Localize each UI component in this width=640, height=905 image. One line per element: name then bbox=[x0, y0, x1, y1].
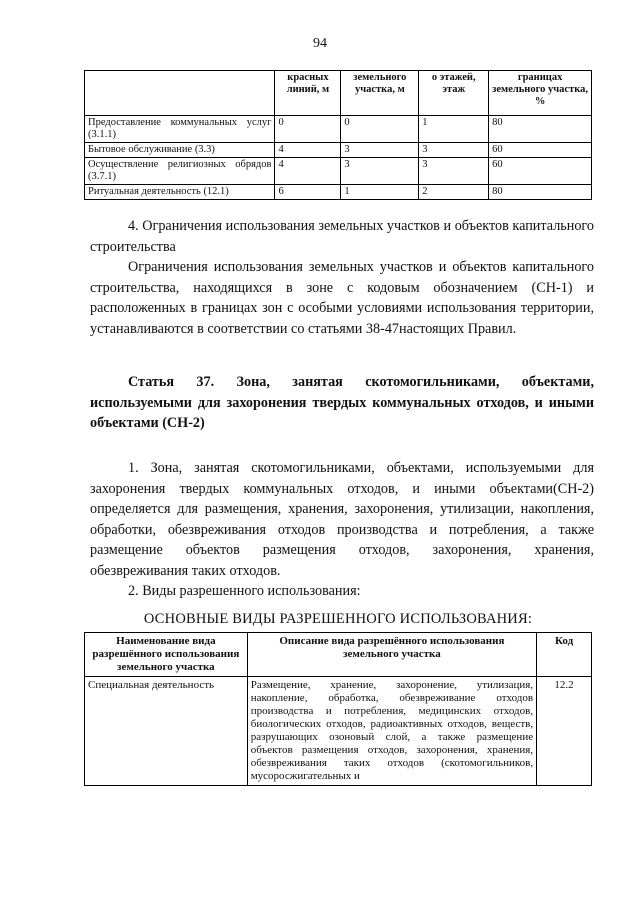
cell-value: 1 bbox=[419, 116, 489, 143]
cell-value: 80 bbox=[489, 185, 592, 200]
row-name: Ритуальная деятельность (12.1) bbox=[85, 185, 275, 200]
cell-value: 4 bbox=[275, 158, 341, 185]
article-paragraph-1: 1. Зона, занятая скотомогильниками, объектами, используемыми для захоронения твердых коммунальных отходов, и иными объектами(СН-2) определяется для размещения, хранения, захоронения, утилизации, накопления, обработки, обезвреживания отходов производства и потребления, а также размещение объектов размещения отходов, захоронения, хранения, обезвреживания таких отходов. bbox=[90, 460, 594, 579]
header-cell-description: Описание вида разрешённого использования земельного участка bbox=[247, 633, 536, 677]
header-cell-floors: о этажей, этаж bbox=[419, 71, 489, 116]
header-cell-code: Код bbox=[537, 633, 592, 677]
cell-value: 3 bbox=[419, 158, 489, 185]
article-paragraph-2: 2. Виды разрешенного использования: bbox=[128, 583, 361, 599]
table-header-row bbox=[85, 71, 592, 116]
use-name: Специальная деятельность bbox=[85, 677, 248, 786]
cell-value: 6 bbox=[275, 185, 341, 200]
row-name: Предоставление коммунальных услуг (3.1.1) bbox=[85, 116, 275, 143]
table-row bbox=[85, 677, 592, 786]
cell-value: 3 bbox=[341, 158, 419, 185]
cell-value: 3 bbox=[341, 143, 419, 158]
section-4-text: Ограничения использования земельных участков и объектов капитального строительства, находящихся в зоне с кодовым обозначением (СН-1) и расположенных в границах зон с особыми условиями использования территории, устанавливаются в соответствии со статьями 38-47настоящих Правил. bbox=[90, 259, 594, 337]
table-row bbox=[85, 185, 592, 200]
cell-value: 60 bbox=[489, 158, 592, 185]
table-row bbox=[85, 158, 592, 185]
header-cell-plot-boundary: земельного участка, м bbox=[341, 71, 419, 116]
section-4 bbox=[90, 216, 594, 339]
use-code: 12.2 bbox=[537, 677, 592, 786]
permitted-use-table bbox=[84, 632, 592, 786]
table-header-row bbox=[85, 633, 592, 677]
cell-value: 80 bbox=[489, 116, 592, 143]
cell-value: 0 bbox=[341, 116, 419, 143]
row-name: Осуществление религиозных обрядов (3.7.1) bbox=[85, 158, 275, 185]
header-cell-coverage: границах земельного участка, % bbox=[489, 71, 592, 116]
parameters-table bbox=[84, 70, 592, 200]
cell-value: 0 bbox=[275, 116, 341, 143]
page-number: 94 bbox=[313, 36, 327, 51]
cell-value: 60 bbox=[489, 143, 592, 158]
table-row bbox=[85, 143, 592, 158]
cell-value: 4 bbox=[275, 143, 341, 158]
use-description: Размещение, хранение, захоронение, утилизация, накопление, обработка, обезвреживание отходов производства и потребления, медицинских отходов, биологических отходов, радиоактивных отходов, веществ, разрушающих озоновый слой, а также размещение объектов размещения отходов, захоронения, хранения, обезвреживания таких отходов (скотомогильников, мусоросжигательных и bbox=[247, 677, 536, 786]
header-cell-name: Наименование вида разрешённого использования земельного участка bbox=[85, 633, 248, 677]
cell-value: 1 bbox=[341, 185, 419, 200]
table-row bbox=[85, 116, 592, 143]
article-body bbox=[90, 458, 594, 602]
table-caption: ОСНОВНЫЕ ВИДЫ РАЗРЕШЕННОГО ИСПОЛЬЗОВАНИЯ: bbox=[143, 611, 533, 627]
header-cell-name bbox=[85, 71, 275, 116]
section-4-title: 4. Ограничения использования земельных участков и объектов капитального строительства bbox=[90, 218, 594, 255]
cell-value: 3 bbox=[419, 143, 489, 158]
header-cell-red-lines: красных линий, м bbox=[275, 71, 341, 116]
article-heading: Статья 37. Зона, занятая скотомогильниками, объектами, используемыми для захоронения твердых коммунальных отходов, и иными объектами (СН-2) bbox=[90, 374, 594, 431]
cell-value: 2 bbox=[419, 185, 489, 200]
row-name: Бытовое обслуживание (3.3) bbox=[85, 143, 275, 158]
